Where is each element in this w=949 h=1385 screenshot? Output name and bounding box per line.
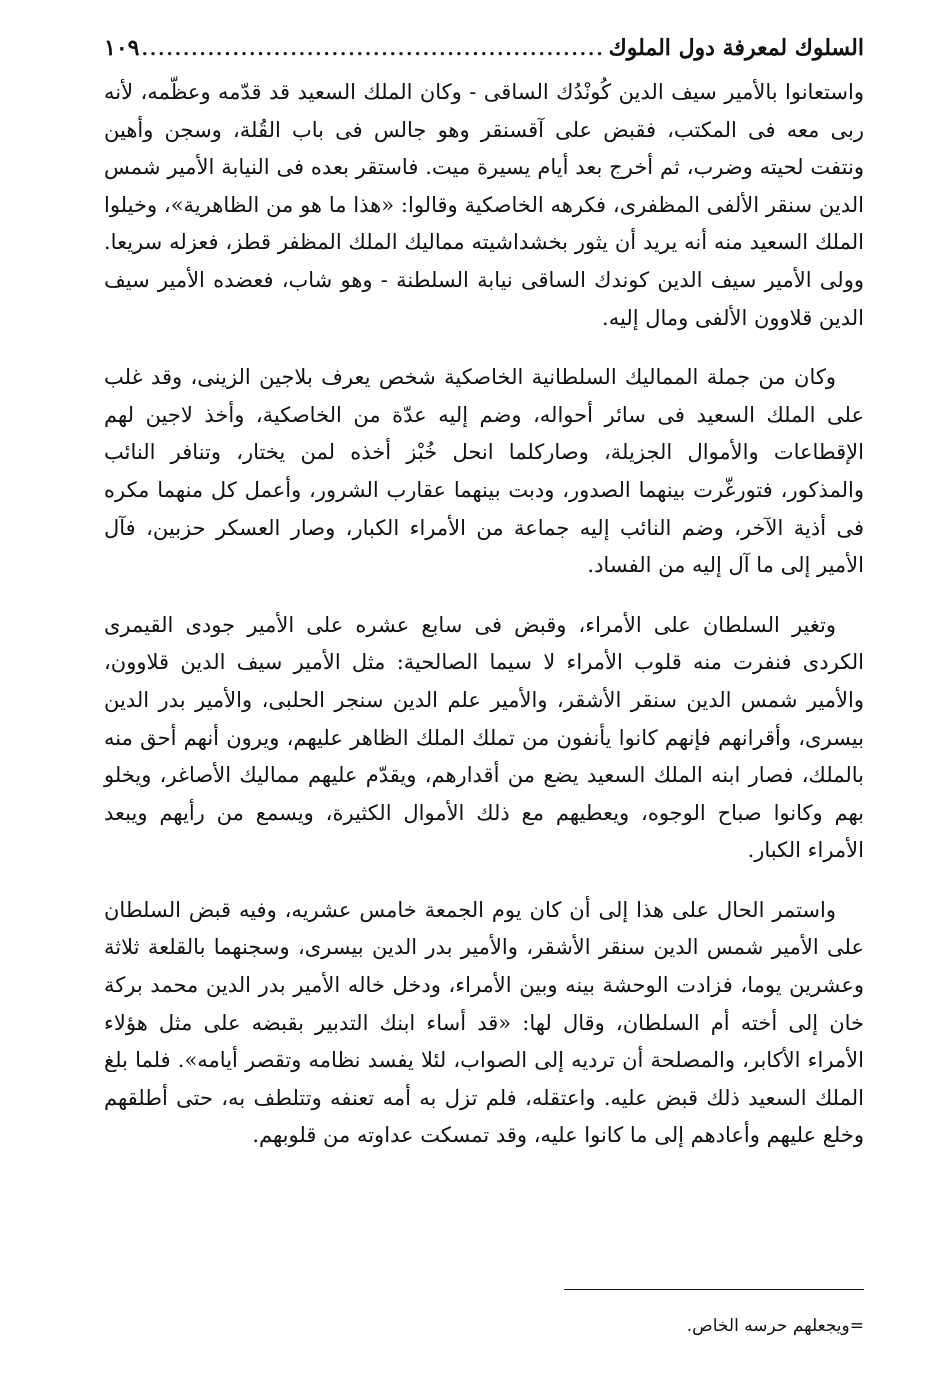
paragraph-1: واستعانوا بالأمير سيف الدين كُونْدُك الساقى - وكان الملك السعيد قد قدّمه وعظّمه، لأنه ربى معه فى المكتب، فقبض على آقسنقر وهو جالس فى باب القُلة، وسجن وأهين ونتفت لحيته وضرب، ثم أخرج بعد أيام يسيرة ميت. فاستقر بعده فى النيابة الأمير شمس الدين سنقر الألفى المظفرى، فكرهه الخاصكية وقالوا: «هذا ما هو من الظاهرية»، وخيلوا الملك السعيد منه أنه يريد أن يثور بخشداشيته مماليك الملك المظفر قطز، فعزله سريعا. وولى الأمير سيف الدين كوندك الساقى نيابة السلطنة - وهو شاب، فعضده الأمير سيف الدين قلاوون الألفى ومال إليه.: [104, 80, 864, 330]
paragraph-2: وكان من جملة المماليك السلطانية الخاصكية شخص يعرف بلاجين الزينى، وقد غلب على الملك السعيد فى سائر أحواله، وضم إليه عدّة من الخاصكية، وأخذ لاجين لهم الإقطاعات والأموال الجزيلة، وصاركلما انحل خُبْز أخذه لمن يختار، وتنافر النائب والمذكور، فتورغّرت بينهما الصدور، ودبت بينهما عقارب الشرور، وأعمل كل منهما مكره فى أذية الآخر، وضم النائب إليه جماعة من الأمراء الكبار، وصار العسكر حزبين، فآل الأمير إلى ما آل إليه من الفساد.: [104, 365, 864, 578]
paragraph-4: واستمر الحال على هذا إلى أن كان يوم الجمعة خامس عشريه، وفيه قبض السلطان على الأمير شمس الدين سنقر الأشقر، والأمير بدر الدين بيسرى، وسجنهما بالقلعة ثلاثة وعشرين يوما، فزادت الوحشة بينه وبين الأمراء، ودخل خاله الأمير بدر الدين محمد بركة خان إلى أخته أم السلطان، وقال لها: «قد أساء ابنك التدبير بقبضه على مثل هؤلاء الأمراء الأكابر، والمصلحة أن ترديه إلى الصواب، لئلا يفسد نظامه وتقصر أيامه». فلما بلغ الملك السعيد ذلك قبض عليه. واعتقله، فلم تزل به أمه تعنفه وتتلطف به، حتى أطلقهم وخلع عليهم وأعادهم إلى ما كانوا عليه، وقد تمسكت عداوته من قلوبهم.: [104, 897, 864, 1148]
book-title: السلوك لمعرفة دول الملوك: [608, 35, 864, 61]
paragraph-3: وتغير السلطان على الأمراء، وقبض فى سابع عشره على الأمير جودى القيمرى الكردى فنفرت منه قلوب الأمراء لا سيما الصالحية: مثل الأمير سيف الدين قلاوون، والأمير شمس الدين سنقر الأشقر، والأمير علم الدين سنجر الحلبى، والأمير بدر الدين بيسرى، وأقرانهم فإنهم كانوا يأنفون من تملك الملك الظاهر عليهم، ويرون أنهم أحق منه بالملك، فصار ابنه الملك السعيد يضع من أقدارهم، ويقدّم عليهم مماليك الأصاغر، ويخلو بهم وكانوا صباح الوجوه، ويعطيهم مع ذلك الأموال الكثيرة، ويسمع من رأيهم ويبعد الأمراء الكبار.: [104, 612, 864, 863]
leader-dots: [143, 32, 604, 68]
main-text: [104, 74, 864, 1177]
running-header: [104, 30, 864, 66]
page-number: ١٠٩: [104, 35, 140, 61]
footnote-divider: [564, 1289, 864, 1290]
footnote: =ويجعلهم حرسه الخاص.: [686, 1316, 864, 1336]
